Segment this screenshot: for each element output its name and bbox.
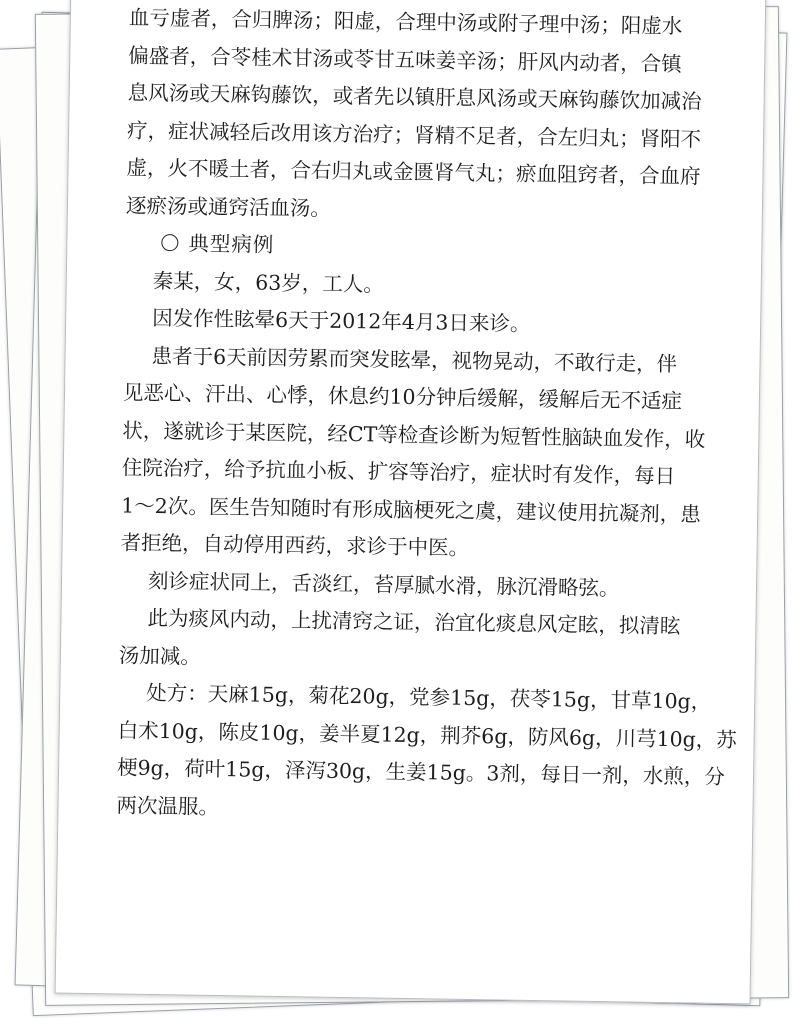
exam-line: 刻诊症状同上，舌淡红，苔厚腻水滑，脉沉滑略弦。	[147, 568, 620, 600]
prescription-line: 白术10g，陈皮10g，姜半夏12g，荆芥6g，防风6g，川芎10g，苏	[117, 717, 737, 752]
patient-info-line: 秦某，女，63岁，工人。	[152, 268, 385, 297]
page-text	[116, 0, 766, 834]
circle-bullet-icon	[161, 234, 178, 251]
prescription-line: 梗9g，荷叶15g，泽泻30g，生姜15g。3剂，每日一剂，水煎，分	[116, 755, 726, 789]
history-line: 住院治疗，给予抗血小板、扩容等治疗，症状时有发作，每日	[121, 455, 676, 489]
section-heading-text: 典型病例	[188, 231, 275, 257]
diagnosis-line: 汤加减。	[118, 642, 202, 669]
history-line: 患者于6天前因劳累而突发眩晕，视物晃动，不敢行走，伴	[151, 343, 678, 376]
history-line: 状，遂就诊于某医院，经CT等检查诊断为短暂性脑缺血发作，收	[122, 417, 706, 452]
diagnosis-line: 此为痰风内动，上扰清窍之证，治宜化痰息风定眩，拟清眩	[147, 605, 681, 639]
history-line: 见恶心、汗出、心悸，休息约10分钟后缓解，缓解后无不适症	[122, 380, 683, 414]
text-line: 息风汤或天麻钩藤饮，或者先以镇肝息风汤或天麻钩藤饮加减治	[127, 80, 702, 114]
document-page	[55, 0, 767, 1004]
prescription-line: 两次温服。	[116, 792, 220, 819]
visit-info-line: 因发作性眩晕6天于2012年4月3日来诊。	[151, 305, 531, 336]
history-line: 1～2次。医生告知随时有形成脑梗死之虞，建议使用抗凝剂，患	[121, 492, 701, 527]
text-line: 偏盛者，合苓桂术甘汤或苓甘五味姜辛汤；肝风内动者，合镇	[128, 43, 682, 76]
text-line: 虚，火不暖土者，合右归丸或金匮肾气丸；瘀血阻窍者，合血府	[126, 155, 701, 189]
text-line: 疗，症状减轻后改用该方治疗；肾精不足者，合左归丸；肾阳不	[126, 117, 702, 152]
text-line: 血亏虚者，合归脾汤；阳虚，合理中汤或附子理中汤；阳虚水	[128, 5, 683, 39]
text-line: 逐瘀汤或通窍活血汤。	[125, 192, 332, 221]
prescription-line: 处方：天麻15g，菊花20g，党参15g，茯苓15g，甘草10g，	[146, 680, 712, 714]
history-line: 者拒绝，自动停用西药，求诊于中医。	[120, 530, 470, 560]
